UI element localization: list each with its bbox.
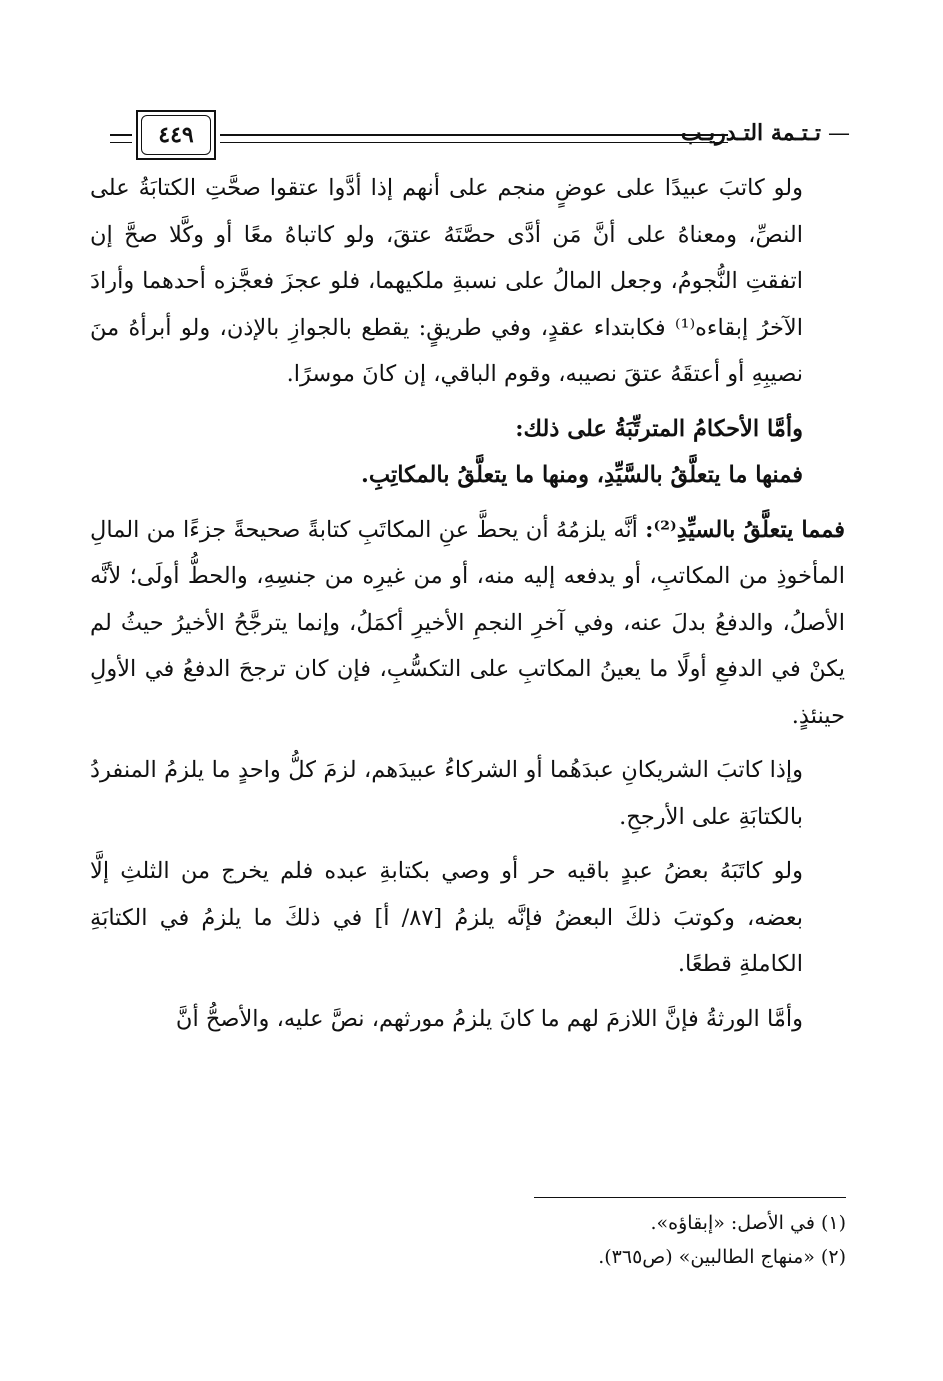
paragraph-5: وإذا كاتبَ الشريكانِ عبدَهُما أو الشركاءُ عبيدَهم، لزمَ كلُّ واحدٍ ما يلزمُ المنفردُ بالكتابَةِ على الأرجحِ. <box>90 757 803 830</box>
footnotes <box>106 1206 846 1274</box>
paragraph-3: فمنها ما يتعلَّقُ بالسَّيِّدِ، ومنها ما يتعلَّقُ بالمكاتِبِ. <box>361 462 803 488</box>
title-dash: — <box>821 121 850 146</box>
footnote-separator <box>534 1197 846 1198</box>
header-rule-end <box>110 134 132 143</box>
page-header <box>110 110 850 162</box>
paragraph-2: وأمَّا الأحكامُ المترتِّبَةُ على ذلك: <box>515 415 803 442</box>
page-number-box <box>136 110 216 160</box>
paragraph-7: وأمَّا الورثةُ فإنَّ اللازمَ لهم ما كانَ يلزمُ مورثهم، نصَّ عليه، والأصحُّ أنَّ <box>175 1005 803 1032</box>
paragraph-1: ولو كاتبَ عبيدًا على عوضٍ منجم على أنهم إذا أدَّوا عتقوا صحَّتِ الكتابَةُ على النصِّ، ومعناهُ على أنَّ مَن أدَّى حصَّتَهُ عتقَ، ولو كاتباهُ معًا أو وكَّلا صحَّ إن اتفقتِ النُّجومُ، وجعل المالُ على نسبةِ ملكيهما، فلو عجزَ فعجَّزه أحدهما وأرادَ الآخرُ إبقاءه⁽¹⁾ فكابتداء عقدٍ، وفي طريقٍ: يقطع بالجوازِ بالإذن، ولو أبرأهُ منَ نصيبِهِ أو أعتقَهُ عتقَ نصيبه، وقوم الباقي، إن كانَ موسرًا. <box>90 175 803 387</box>
footnote-2: (٢) «منهاج الطالبين» (ص٣٦٥). <box>598 1246 846 1268</box>
footnote-1: (١) في الأصل: «إبقاؤه». <box>650 1212 846 1234</box>
paragraph-4-heading: فمما يتعلَّقُ بالسيِّدِ⁽²⁾: <box>645 516 845 543</box>
paragraph-4 <box>90 507 845 740</box>
page-number: ٤٤٩ <box>141 115 211 155</box>
running-title-text: تـتـمة التـدريـب <box>680 120 821 146</box>
header-rule <box>220 134 728 143</box>
paragraph-6: ولو كاتَبَهُ بعضُ عبدٍ باقيه حر أو وصي بكتابةِ عبده فلم يخرج من الثلثِ إلَّا بعضه، وكوتبَ ذلكَ البعضُ فإنَّه يلزمُ [٨٧/ أ] في ذلكَ ما يلزمُ في الكتابَةِ الكاملةِ قطعًا. <box>90 858 803 977</box>
paragraph-4-text: أنَّه يلزمُهُ أن يحطَّ عنِ المكاتَبِ كتابةً صحيحةً جزءًا من المالِ المأخوذِ من المكاتبِ، أو يدفعه إليه منه، أو من غيرِه من جنسِهِ، والحطُّ أولَى؛ لأنَّه الأصلُ، والدفعُ بدلَ عنه، وفي آخرِ النجمِ الأخيرِ أكمَلُ، وإنما يترجَّحُ الأخيرُ حيثُ لم يكنْ في الدفعِ أولًا ما يعينُ المكاتبِ على التكسُّبِ، فإن كان ترجحَ الدفعُ في الأولِ حينئذٍ. <box>90 516 845 729</box>
main-text <box>90 165 845 1050</box>
